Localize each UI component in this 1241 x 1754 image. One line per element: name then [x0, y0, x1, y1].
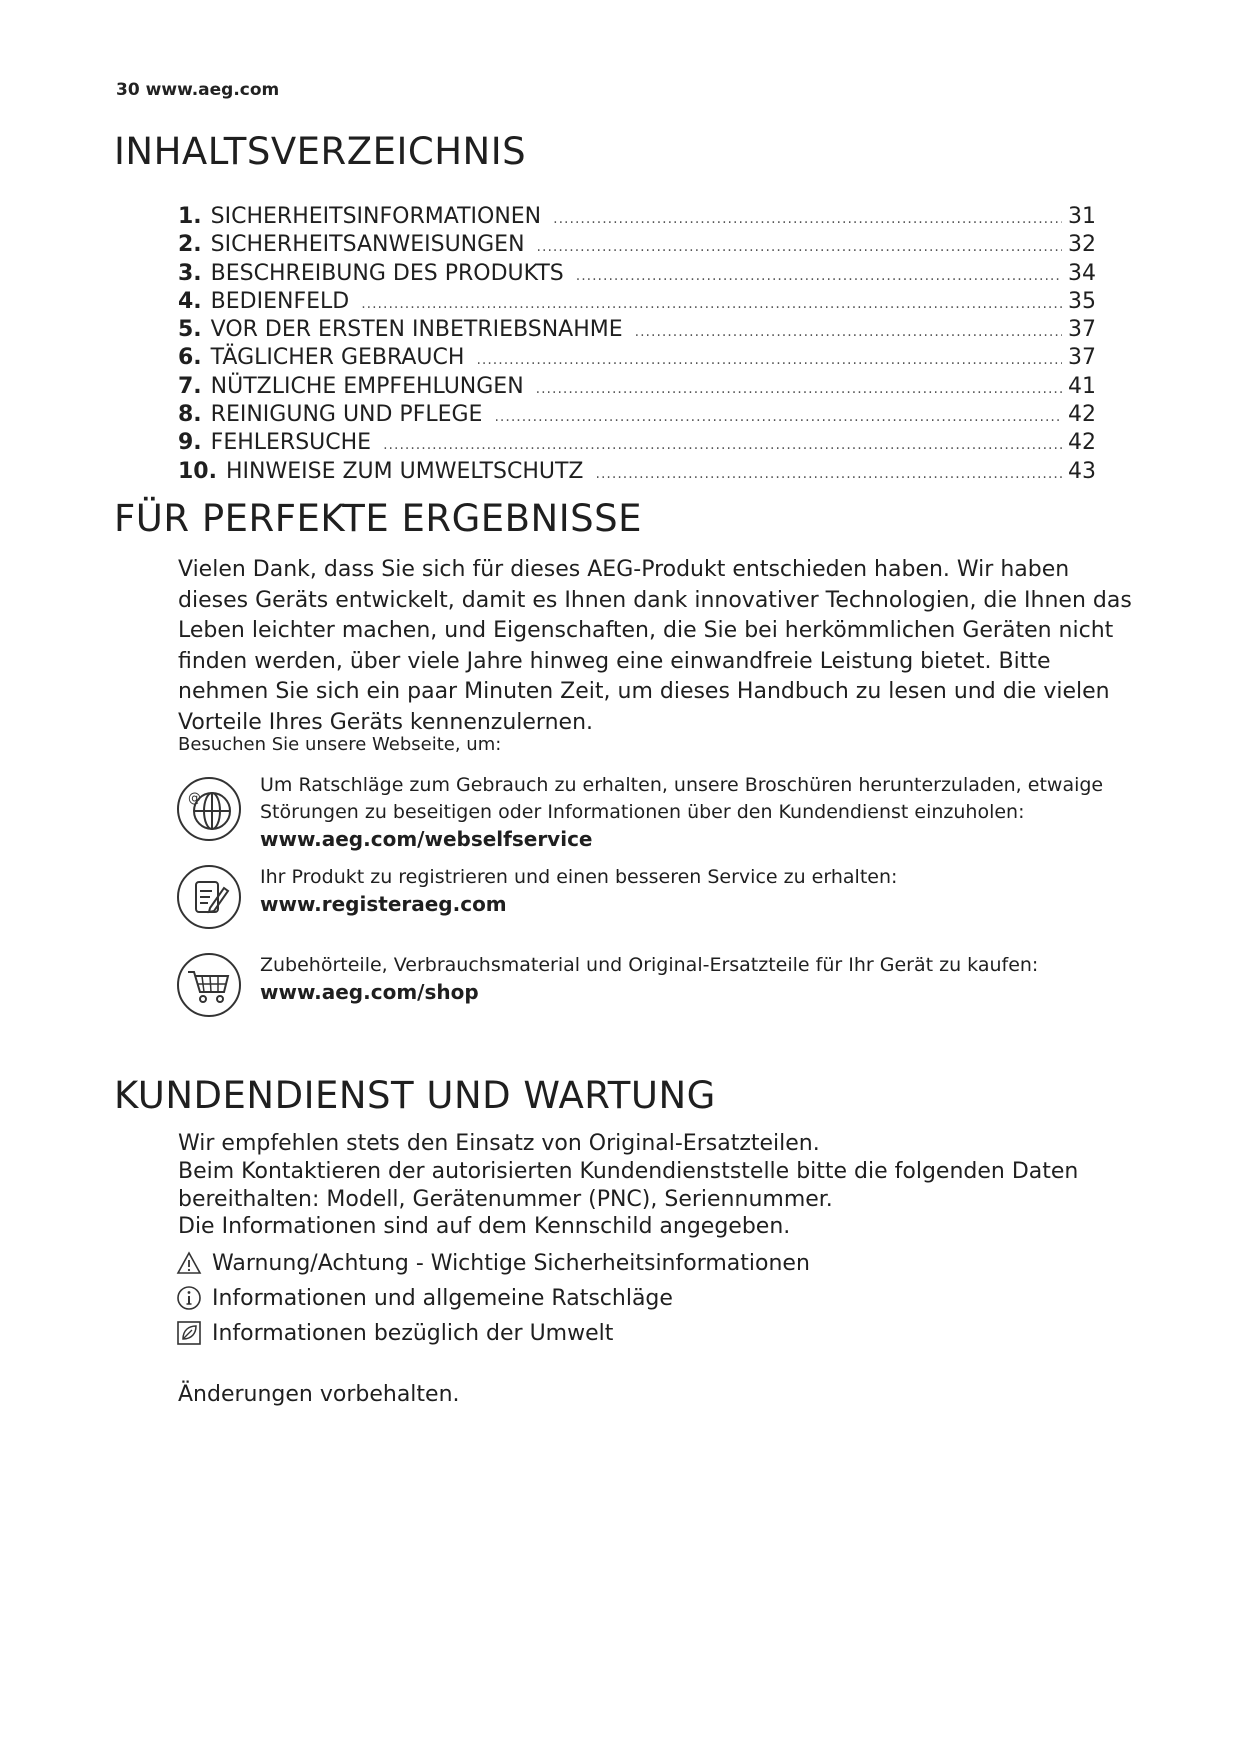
- intro-paragraph: Vielen Dank, dass Sie sich für dieses AEG-Produkt entschieden haben. Wir haben dieses Geräts entwickelt, damit es Ihnen dank innovativer Technologien, die Ihnen das Leben leichter machen, und Eigenschaften, die Sie bei herkömmlichen Geräten nicht finden werden, über viele Jahre hinweg eine einwandfreie Leistung bietet. Bitte nehmen Sie sich ein paar Minuten Zeit, um dieses Handbuch zu lesen und die vielen Vorteile Ihres Geräts kennenzulernen.: [178, 557, 1132, 735]
- service-title: KUNDENDIENST UND WARTUNG: [114, 1074, 716, 1117]
- toc-entry[interactable]: [178, 204, 1096, 232]
- toc-leader: [553, 206, 1062, 232]
- toc-entry[interactable]: [178, 374, 1096, 402]
- toc-entry-page: 41: [1068, 373, 1096, 399]
- toc-entry-title: VOR DER ERSTEN INBETRIEBSNAHME: [210, 317, 623, 343]
- toc-entry-number: 9.: [178, 430, 202, 456]
- register-text: Ihr Produkt zu registrieren und einen besseren Service zu erhalten:: [260, 866, 898, 888]
- service-paragraph-2: Beim Kontaktieren der autorisierten Kundendienststelle bitte die folgenden Daten bereithalten: Modell, Gerätenummer (PNC), Seriennummer.: [178, 1159, 1079, 1212]
- toc-entry[interactable]: [178, 345, 1096, 373]
- toc-leader: [536, 376, 1062, 402]
- shop-text: Zubehörteile, Verbrauchsmaterial und Original-Ersatzteile für Ihr Gerät zu kaufen:: [260, 954, 1039, 976]
- toc-entry-title: FEHLERSUCHE: [210, 430, 372, 456]
- toc-entry[interactable]: [178, 430, 1096, 458]
- legend-warning: [176, 1250, 810, 1276]
- toc-entry-title: NÜTZLICHE EMPFEHLUNGEN: [210, 373, 524, 399]
- visit-website-text: Besuchen Sie unsere Webseite, um:: [178, 734, 502, 755]
- toc-entry-page: 35: [1068, 288, 1096, 314]
- toc-entry[interactable]: [178, 459, 1096, 487]
- toc-entry-page: 31: [1068, 204, 1096, 229]
- toc-entry-page: 42: [1068, 430, 1096, 456]
- toc-leader: [537, 234, 1062, 260]
- service-paragraph-1: Wir empfehlen stets den Einsatz von Original-Ersatzteilen.: [178, 1131, 820, 1156]
- website-link[interactable]: www.aeg.com: [145, 80, 280, 100]
- register-icon: [176, 864, 242, 930]
- legend-info-text: Informationen und allgemeine Ratschläge: [212, 1285, 673, 1311]
- toc-entry-number: 3.: [178, 260, 202, 286]
- environment-icon: [176, 1320, 202, 1346]
- globe-icon: [176, 776, 242, 842]
- legend-environment-text: Informationen bezüglich der Umwelt: [212, 1320, 614, 1346]
- toc-entry[interactable]: [178, 261, 1096, 289]
- perfect-results-title: FÜR PERFEKTE ERGEBNISSE: [114, 497, 642, 540]
- toc-entry-title: HINWEISE ZUM UMWELTSCHUTZ: [225, 458, 584, 484]
- toc-leader: [494, 404, 1062, 430]
- legend-environment: [176, 1320, 613, 1346]
- toc-entry[interactable]: [178, 232, 1096, 260]
- legend-warning-text: Warnung/Achtung - Wichtige Sicherheitsinformationen: [212, 1250, 810, 1276]
- toc-entry-number: 1.: [178, 204, 202, 229]
- toc-entry-number: 7.: [178, 373, 202, 399]
- toc-entry-title: BESCHREIBUNG DES PRODUKTS: [210, 260, 564, 286]
- toc-entry-number: 10.: [178, 458, 217, 484]
- toc-entry-title: SICHERHEITSINFORMATIONEN: [210, 204, 542, 229]
- changes-notice: Änderungen vorbehalten.: [178, 1382, 460, 1407]
- warning-icon: [176, 1250, 202, 1276]
- toc-leader: [576, 263, 1062, 289]
- toc-entry[interactable]: [178, 317, 1096, 345]
- page-header: [116, 80, 279, 100]
- toc-leader: [361, 291, 1062, 317]
- toc-entry[interactable]: [178, 402, 1096, 430]
- svg-text:@: @: [188, 791, 201, 806]
- webselfservice-link[interactable]: www.aeg.com/webselfservice: [260, 827, 593, 851]
- toc-entry-number: 4.: [178, 288, 202, 314]
- toc-leader: [476, 347, 1062, 373]
- legend-info: [176, 1285, 673, 1311]
- toc-entry-number: 6.: [178, 345, 202, 371]
- table-of-contents: [178, 204, 1096, 487]
- toc-entry-page: 34: [1068, 260, 1096, 286]
- toc-leader: [596, 461, 1062, 487]
- webselfservice-text: Um Ratschläge zum Gebrauch zu erhalten, unsere Broschüren herunterzuladen, etwaige Störungen zu beseitigen oder Informationen über den Kundendienst einzuholen:: [260, 774, 1104, 823]
- toc-entry[interactable]: [178, 289, 1096, 317]
- info-icon: [176, 1285, 202, 1311]
- toc-entry-number: 5.: [178, 317, 202, 343]
- toc-entry-page: 32: [1068, 232, 1096, 258]
- toc-entry-number: 2.: [178, 232, 202, 258]
- toc-entry-page: 37: [1068, 345, 1096, 371]
- toc-leader: [635, 319, 1062, 345]
- toc-entry-title: REINIGUNG UND PFLEGE: [210, 402, 483, 428]
- page-number: 30: [116, 80, 140, 100]
- register-link[interactable]: www.registeraeg.com: [260, 892, 507, 916]
- toc-entry-title: TÄGLICHER GEBRAUCH: [210, 345, 465, 371]
- toc-entry-title: SICHERHEITSANWEISUNGEN: [210, 232, 525, 258]
- shopping-cart-icon: [176, 952, 242, 1018]
- toc-leader: [383, 432, 1062, 458]
- service-paragraph-3: Die Informationen sind auf dem Kennschild angegeben.: [178, 1214, 791, 1239]
- toc-entry-page: 43: [1068, 458, 1096, 484]
- toc-title: INHALTSVERZEICHNIS: [114, 130, 527, 173]
- toc-entry-number: 8.: [178, 402, 202, 428]
- toc-entry-page: 37: [1068, 317, 1096, 343]
- toc-entry-page: 42: [1068, 402, 1096, 428]
- toc-entry-title: BEDIENFELD: [210, 288, 350, 314]
- shop-link[interactable]: www.aeg.com/shop: [260, 980, 479, 1004]
